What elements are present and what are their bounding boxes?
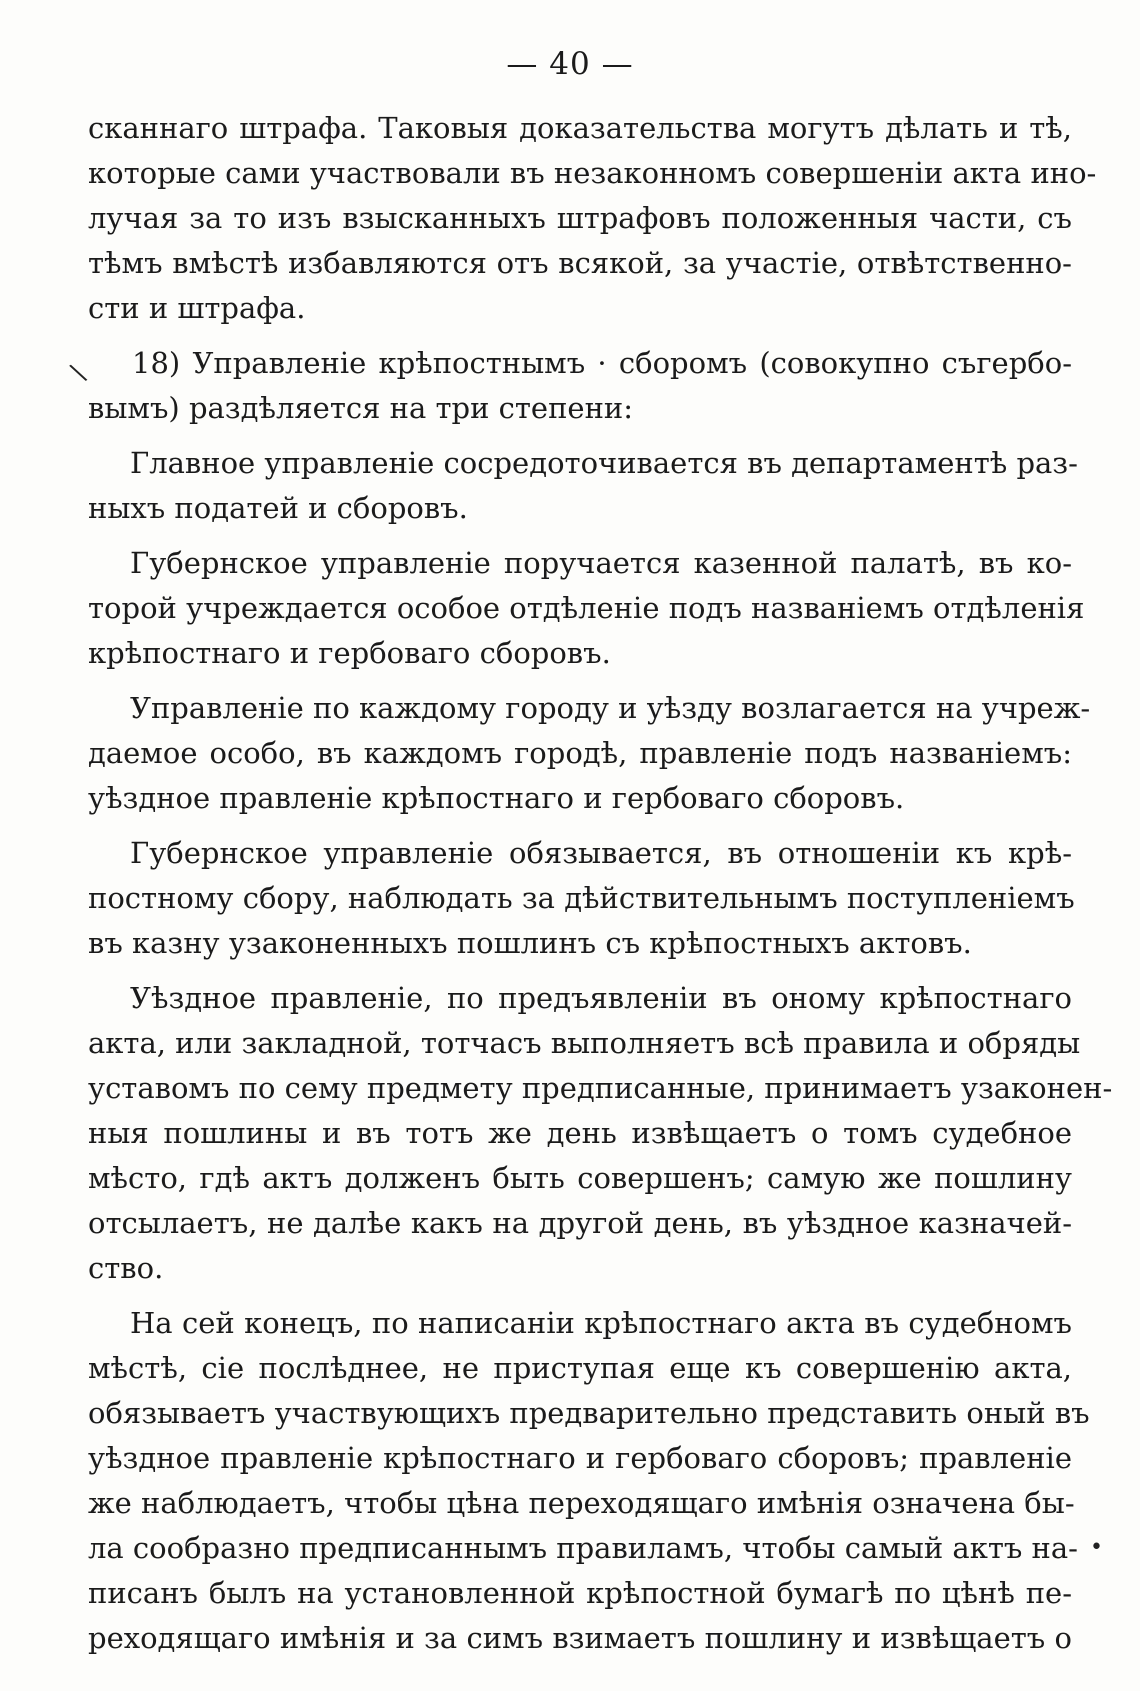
text-line: крѣпостнаго и гербоваго сборовъ. — [88, 636, 611, 670]
margin-dot: • — [1090, 1535, 1103, 1560]
text-line: сканнаго штрафа. Таковыя доказательства могутъ дѣлать и тѣ, — [88, 111, 1072, 145]
text-line: уѣздное правленіе крѣпостнаго и гербоваго сборовъ; правленіе — [88, 1441, 1072, 1475]
text-line: вымъ) раздѣляется на три степени: — [88, 391, 633, 425]
paragraph-first-line: Уѣздное правленіе, по предъявленіи въ оному крѣпостнаго — [130, 981, 1072, 1015]
text-line: ныхъ податей и сборовъ. — [88, 491, 468, 525]
margin-mark: \ — [67, 357, 90, 389]
text-line: ныя пошлины и въ тотъ же день извѣщаетъ о томъ судебное — [88, 1116, 1072, 1150]
text-line: даемое особо, въ каждомъ городѣ, правленіе подъ названіемъ: — [88, 736, 1072, 770]
text-line: торой учреждается особое отдѣленіе подъ названіемъ отдѣленія — [88, 591, 1085, 625]
text-line: уѣздное правленіе крѣпостнаго и гербоваго сборовъ. — [88, 781, 905, 815]
body-text — [88, 106, 1113, 1661]
paragraph-first-line: Губернское управленіе обязывается, въ отношеніи къ крѣ- — [130, 836, 1072, 870]
paragraph-first-line: Главное управленіе сосредоточивается въ департаментѣ раз- — [130, 446, 1078, 480]
text-line: лучая за то изъ взысканныхъ штрафовъ положенныя части, съ — [88, 201, 1072, 235]
text-line: акта, или закладной, тотчасъ выполняетъ всѣ правила и обряды — [88, 1026, 1081, 1060]
text-line: которые сами участвовали въ незаконномъ совершеніи акта ино- — [88, 156, 1097, 190]
text-line: тѣмъ вмѣстѣ избавляются отъ всякой, за участіе, отвѣтственно- — [88, 246, 1072, 280]
paragraph-first-line: Губернское управленіе поручается казенной палатѣ, въ ко- — [130, 546, 1072, 580]
text-line: мѣстѣ, сіе послѣднее, не приступая еще къ совершенію акта, — [88, 1351, 1072, 1385]
paragraph-first-line: На сей конецъ, по написаніи крѣпостнаго акта въ судебномъ — [130, 1306, 1072, 1340]
page-number: — 40 — — [506, 46, 634, 82]
text-line: реходящаго имѣнія и за симъ взимаетъ пошлину и извѣщаетъ о — [88, 1621, 1072, 1655]
text-line: писанъ былъ на установленной крѣпостной бумагѣ по цѣнѣ пе- — [88, 1576, 1072, 1610]
paragraph-first-line: Управленіе по каждому городу и уѣзду возлагается на учреж- — [130, 691, 1091, 725]
text-line: въ казну узаконенныхъ пошлинъ съ крѣпостныхъ актовъ. — [88, 926, 972, 960]
text-line: же наблюдаетъ, чтобы цѣна переходящаго имѣнія означена бы- — [88, 1486, 1075, 1520]
text-line: отсылаетъ, не далѣе какъ на другой день, въ уѣздное казначей- — [88, 1206, 1072, 1240]
text-line: ство. — [88, 1251, 164, 1285]
section-18-heading-line: 18) Управленіе крѣпостнымъ · сборомъ (совокупно съгербо- — [132, 346, 1072, 380]
text-line: уставомъ по сему предмету предписанные, принимаетъ узаконен- — [88, 1071, 1113, 1105]
text-line: сти и штрафа. — [88, 291, 306, 325]
text-line: обязываетъ участвующихъ предварительно представить оный въ — [88, 1396, 1090, 1430]
text-line: постному сбору, наблюдать за дѣйствительнымъ поступленіемъ — [88, 881, 1075, 915]
text-line: мѣсто, гдѣ актъ долженъ быть совершенъ; самую же пошлину — [88, 1161, 1072, 1195]
text-line: ла сообразно предписаннымъ правиламъ, чтобы самый актъ на- — [88, 1531, 1078, 1565]
